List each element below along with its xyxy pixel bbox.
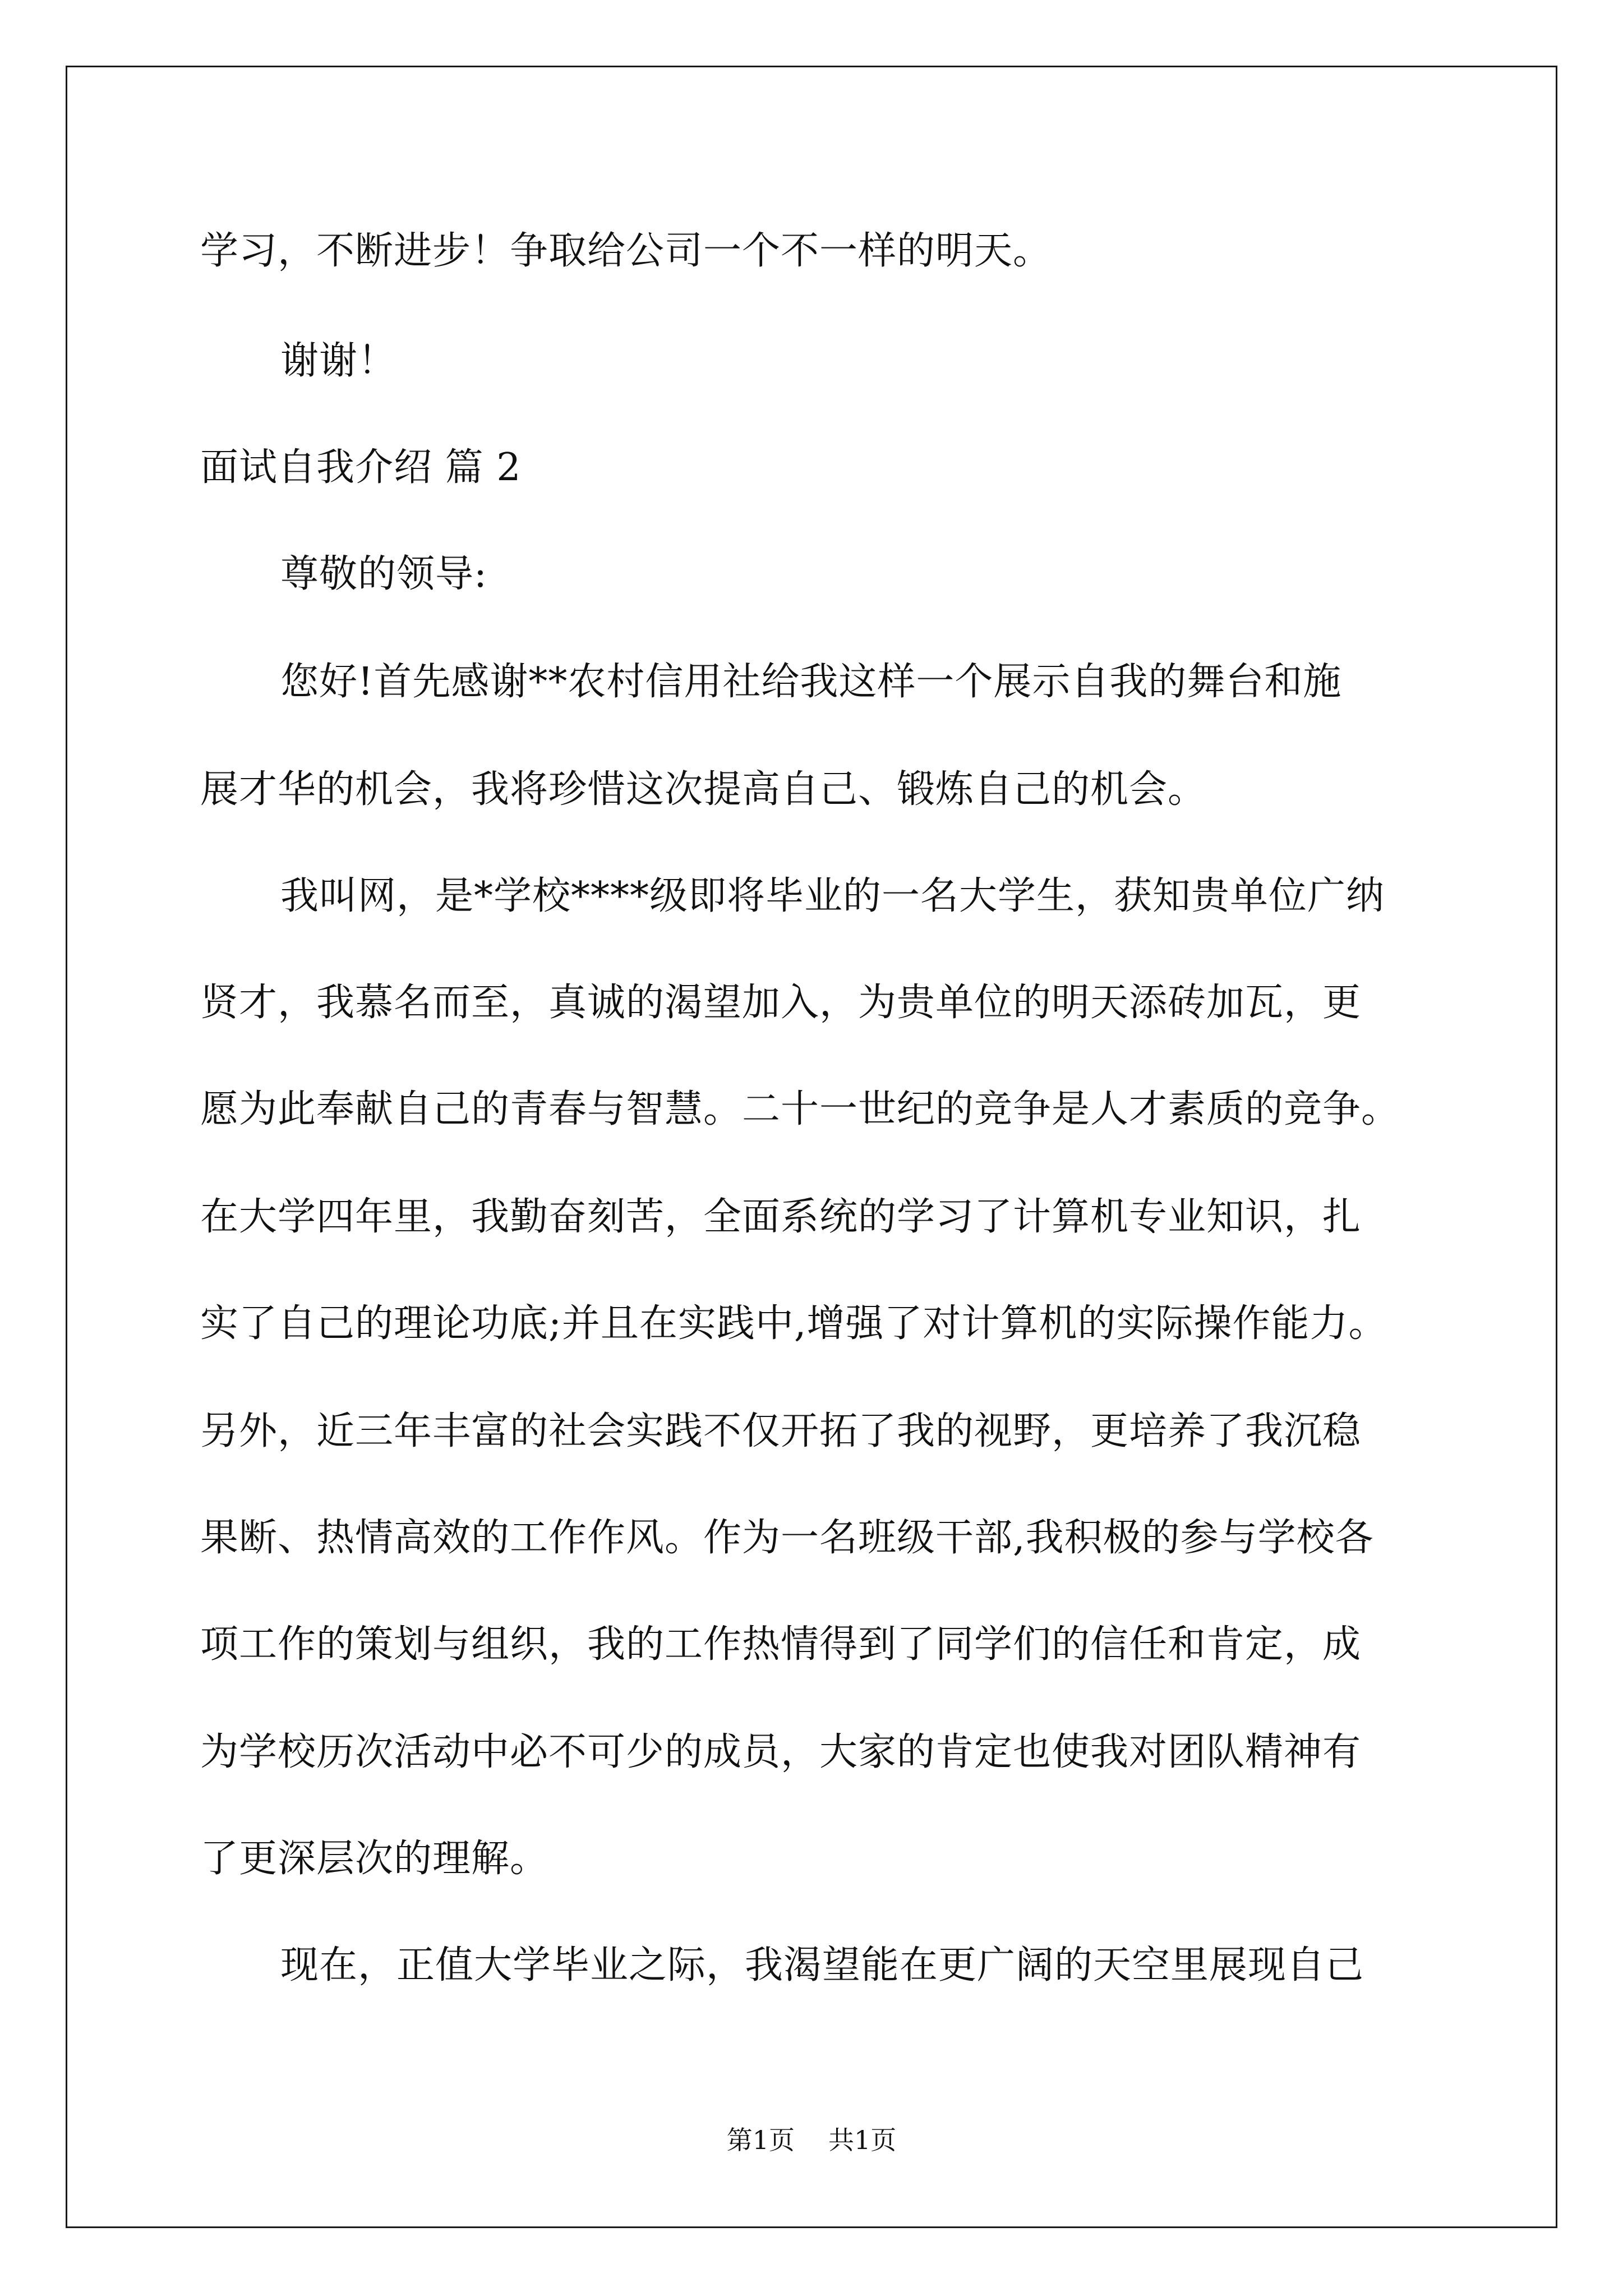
paragraph-line: 另外，近三年丰富的社会实践不仅开拓了我的视野，更培养了我沉稳: [200, 1409, 1362, 1453]
paragraph-line: 我叫网，是*学校****级即将毕业的一名大学生，获知贵单位广纳: [280, 874, 1385, 918]
paragraph-line: 您好!首先感谢**农村信用社给我这样一个展示自我的舞台和施: [280, 660, 1342, 704]
section-heading: 面试自我介绍 篇 2: [200, 445, 522, 490]
page-footer: [0, 2127, 1623, 2153]
paragraph-line: 为学校历次活动中必不可少的成员，大家的肯定也使我对团队精神有: [200, 1730, 1362, 1774]
page-total: 共1页: [828, 2125, 897, 2155]
paragraph-line: 在大学四年里，我勤奋刻苦，全面系统的学习了计算机专业知识，扎: [200, 1195, 1362, 1239]
paragraph-line: 果断、热情高效的工作作风。作为一名班级干部,我积极的参与学校各: [200, 1516, 1374, 1560]
salutation: 尊敬的领导:: [280, 552, 487, 596]
page-border: [66, 66, 1557, 2228]
paragraph-line: 展才华的机会，我将珍惜这次提高自己、锻炼自己的机会。: [200, 767, 1207, 812]
paragraph-line: 实了自己的理论功底;并且在实践中,增强了对计算机的实际操作能力。: [200, 1301, 1387, 1346]
paragraph-line: 了更深层次的理解。: [200, 1837, 549, 1881]
paragraph-line: 愿为此奉献自己的青春与智慧。二十一世纪的竞争是人才素质的竞争。: [200, 1087, 1400, 1131]
paragraph-line: 现在，正值大学毕业之际，我渴望能在更广阔的天空里展现自己: [280, 1943, 1364, 1987]
paragraph-line: 谢谢！: [280, 339, 397, 383]
paragraph-line: 项工作的策划与组织，我的工作热情得到了同学们的信任和肯定，成: [200, 1622, 1362, 1667]
paragraph-line: 贤才，我慕名而至，真诚的渴望加入，为贵单位的明天添砖加瓦，更: [200, 981, 1362, 1025]
page-number: 第1页: [726, 2125, 795, 2155]
paragraph-line: 学习，不断进步！争取给公司一个不一样的明天。: [200, 229, 1052, 273]
